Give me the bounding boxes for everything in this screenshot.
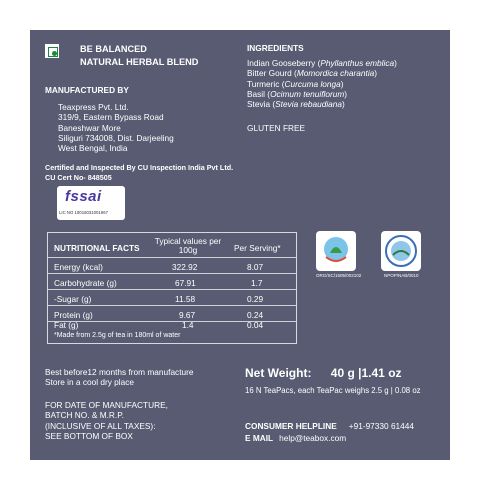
veg-symbol-icon (45, 44, 59, 58)
address-line: Baneshwar More (58, 122, 121, 133)
nutrition-row-per100g: 11.58 (175, 294, 196, 304)
organic-cert-label: ORG/SC/1605/002102 (316, 273, 362, 278)
divider (48, 289, 296, 290)
address-line: Teaxpress Pvt. Ltd. (58, 102, 129, 112)
net-weight (245, 366, 402, 380)
net-weight-detail: 16 N TeaPacs, each TeaPac weighs 2.5 g | 0.08 oz (245, 386, 421, 395)
nutrition-footnote: *Made from 2.5g of tea in 180ml of water (54, 332, 181, 339)
date-line: FOR DATE OF MANUFACTURE, (45, 400, 168, 410)
consumer-helpline (245, 420, 414, 444)
nutrition-table (47, 232, 297, 344)
ingredient-item: Turmeric (Curcuma longa) (247, 78, 344, 89)
organic-cert-logo (316, 231, 356, 271)
nutrition-row-per100g: 9.67 (179, 310, 196, 320)
store-instructions: Store in a cool dry place (45, 377, 135, 388)
nutrition-row-label: Protein (g) (54, 310, 93, 320)
india-organic-label: NPOP/NAB/0010 (384, 273, 419, 278)
manufacturer-heading: MANUFACTURED BY (45, 85, 129, 95)
net-weight-value: 40 g |1.41 oz (330, 366, 402, 380)
fssai-logo-text: fssai (65, 188, 102, 205)
date-batch-info (45, 400, 168, 441)
nutrition-row-label: Fat (g) (54, 320, 79, 330)
nutrition-row-label: Carbohydrate (g) (54, 278, 117, 288)
ingredient-item: Basil (Ocimum tenuiflorum) (247, 88, 348, 99)
gluten-free-label: GLUTEN FREE (247, 123, 306, 133)
email-address: help@teabox.com (279, 433, 347, 443)
divider (48, 305, 296, 306)
address-line: Siliguri 734008, Dist. Darjeeling (58, 132, 174, 143)
nutrition-row-label: -Sugar (g) (54, 294, 92, 304)
certification-number: CU Cert No- 848505 (45, 172, 112, 182)
nutrition-row-label: Energy (kcal) (54, 262, 103, 272)
date-line: BATCH NO. & M.R.P. (45, 410, 124, 421)
organic-logo-icon (316, 231, 356, 271)
nutrition-row-serving: 0.04 (247, 320, 264, 330)
nutrition-row-per100g: 67.91 (175, 278, 196, 288)
address-line: 319/9, Eastern Bypass Road (58, 112, 164, 123)
net-weight-label: Net Weight: (245, 366, 312, 380)
nutrition-row-serving: 0.29 (247, 294, 264, 304)
helpline-phone: +91-97330 61444 (348, 421, 415, 431)
email-label: E MAIL (245, 433, 274, 443)
helpline-label: CONSUMER HELPLINE (245, 421, 337, 431)
brand-line2: NATURAL HERBAL BLEND (80, 57, 199, 67)
ingredient-item: Bitter Gourd (Momordica charantia) (247, 68, 378, 79)
nutrition-row-serving: 1.7 (251, 278, 263, 288)
brand-line1: BE BALANCED (80, 44, 147, 54)
ingredient-item: Indian Gooseberry (Phyllanthus emblica) (247, 58, 397, 68)
nutrition-header: NUTRITIONAL FACTS (54, 243, 140, 253)
ingredients-heading: INGREDIENTS (247, 43, 304, 53)
nutrition-row-per100g: 1.4 (182, 320, 194, 330)
storage-info (45, 367, 194, 388)
date-line: (INCLUSIVE OF ALL TAXES): (45, 420, 156, 431)
fssai-logo (57, 186, 125, 220)
date-line: SEE BOTTOM OF BOX (45, 430, 133, 441)
address-line: West Bengal, India (58, 143, 128, 154)
fssai-license: LIC NO 10016031001967 (59, 210, 108, 215)
certification-block (45, 163, 233, 182)
nutrition-row-serving: 8.07 (247, 262, 264, 272)
manufacturer-address (58, 102, 174, 153)
nutrition-row-serving: 0.24 (247, 310, 264, 320)
divider (48, 257, 296, 258)
ingredient-item: Stevia (Stevia rebaudiana) (247, 99, 345, 110)
divider (48, 273, 296, 274)
nutrition-header-serving: Per Serving* (234, 243, 281, 253)
india-organic-icon (381, 231, 421, 271)
brand-block (80, 43, 198, 69)
nutrition-row-per100g: 322.92 (172, 262, 198, 272)
best-before: Best before12 months from manufacture (45, 367, 194, 377)
india-organic-logo (381, 231, 421, 271)
nutrition-header-per100g: Typical values per 100g (154, 236, 222, 255)
ingredients-list (247, 58, 397, 109)
certification-line1: Certified and Inspected By CU Inspection India Pvt Ltd. (45, 163, 234, 172)
